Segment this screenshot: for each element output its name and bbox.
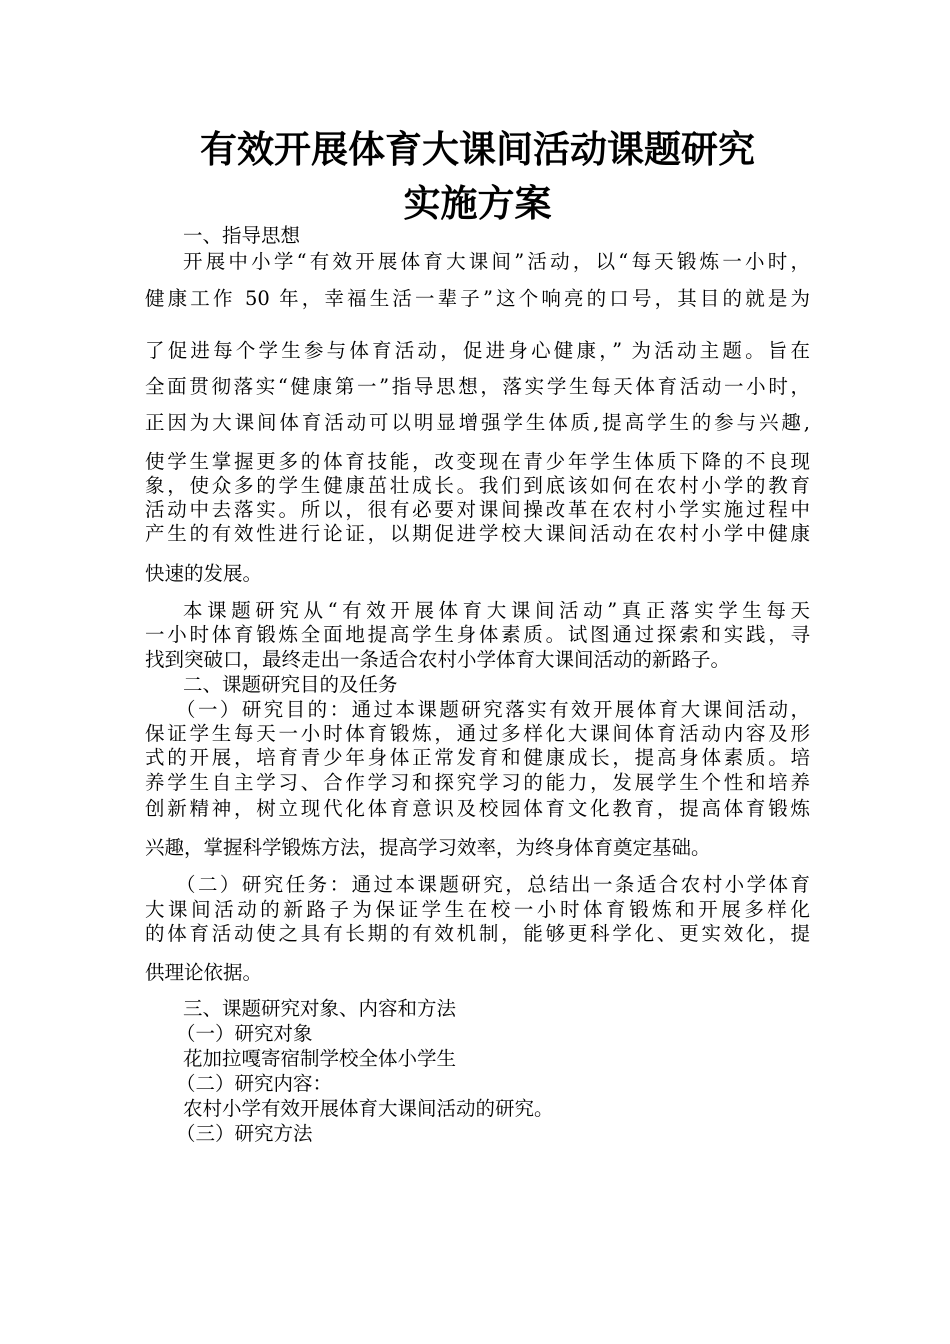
paragraph-line: 全面贯彻落实“健康第一”指导思想，落实学生每天体育活动一小时， — [145, 375, 810, 398]
paragraph-line: （一）研究目的：通过本课题研究落实有效开展体育大课间活动， — [176, 698, 810, 721]
paragraph-line: 健康工作 50 年，幸福生活一辈子”这个响亮的口号，其目的就是为 — [145, 287, 810, 310]
paragraph-line: 大课间活动的新路子为保证学生在校一小时体育锻炼和开展多样化 — [145, 898, 810, 921]
paragraph-line: 产生的有效性进行论证，以期促进学校大课间活动在农村小学中健康 — [145, 522, 810, 545]
document-title-line-2: 实施方案 — [403, 182, 552, 225]
paragraph-line: 兴趣，掌握科学锻炼方法，提高学习效率，为终身体育奠定基础。 — [145, 836, 711, 859]
paragraph-line: 一小时体育锻炼全面地提高学生身体素质。试图通过探索和实践，寻 — [145, 623, 810, 646]
subsection-heading: （二）研究内容： — [176, 1072, 333, 1095]
paragraph-line: 保证学生每天一小时体育锻炼，通过多样化大课间体育活动内容及形 — [145, 722, 810, 745]
subsection-heading: （三）研究方法 — [176, 1122, 313, 1145]
paragraph-line: 式的开展，培育青少年身体正常发育和健康成长，提高身体素质。培 — [145, 746, 810, 769]
paragraph-line: 本课题研究从“有效开展体育大课间活动”真正落实学生每天 — [183, 599, 810, 622]
paragraph-line: 开展中小学“有效开展体育大课间”活动，以“每天锻炼一小时， — [183, 250, 810, 273]
paragraph-line: 正因为大课间体育活动可以明显增强学生体质,提高学生的参与兴趣, — [145, 411, 810, 434]
section-heading: 三、课题研究对象、内容和方法 — [183, 997, 457, 1020]
paragraph-line: 了促进每个学生参与体育活动，促进身心健康，” 为活动主题。旨在 — [145, 339, 810, 362]
paragraph-line: 找到突破口，最终走出一条适合农村小学体育大课间活动的新路子。 — [145, 648, 731, 671]
paragraph-line: 快速的发展。 — [145, 562, 263, 585]
paragraph-line: 花加拉嘎寄宿制学校全体小学生 — [183, 1047, 457, 1070]
section-heading: 一、指导思想 — [183, 224, 301, 247]
document-title-line-1: 有效开展体育大课间活动课题研究 — [200, 128, 755, 171]
paragraph-line: 供理论依据。 — [145, 961, 263, 984]
paragraph-line: 养学生自主学习、合作学习和探究学习的能力，发展学生个性和培养 — [145, 771, 810, 794]
paragraph-line: 象，使众多的学生健康茁壮成长。我们到底该如何在农村小学的教育 — [145, 474, 810, 497]
paragraph-line: （二）研究任务：通过本课题研究，总结出一条适合农村小学体育 — [176, 873, 810, 896]
paragraph-line: 活动中去落实。所以，很有必要对课间操改革在农村小学实施过程中 — [145, 498, 810, 521]
section-heading: 二、课题研究目的及任务 — [183, 673, 398, 696]
paragraph-line: 农村小学有效开展体育大课间活动的研究。 — [183, 1097, 554, 1120]
paragraph-line: 的体育活动使之具有长期的有效机制，能够更科学化、更实效化，提 — [145, 922, 810, 945]
paragraph-line: 创新精神，树立现代化体育意识及校园体育文化教育，提高体育锻炼 — [145, 797, 810, 820]
paragraph-line: 使学生掌握更多的体育技能，改变现在青少年学生体质下降的不良现 — [145, 450, 810, 473]
subsection-heading: （一）研究对象 — [176, 1022, 313, 1045]
